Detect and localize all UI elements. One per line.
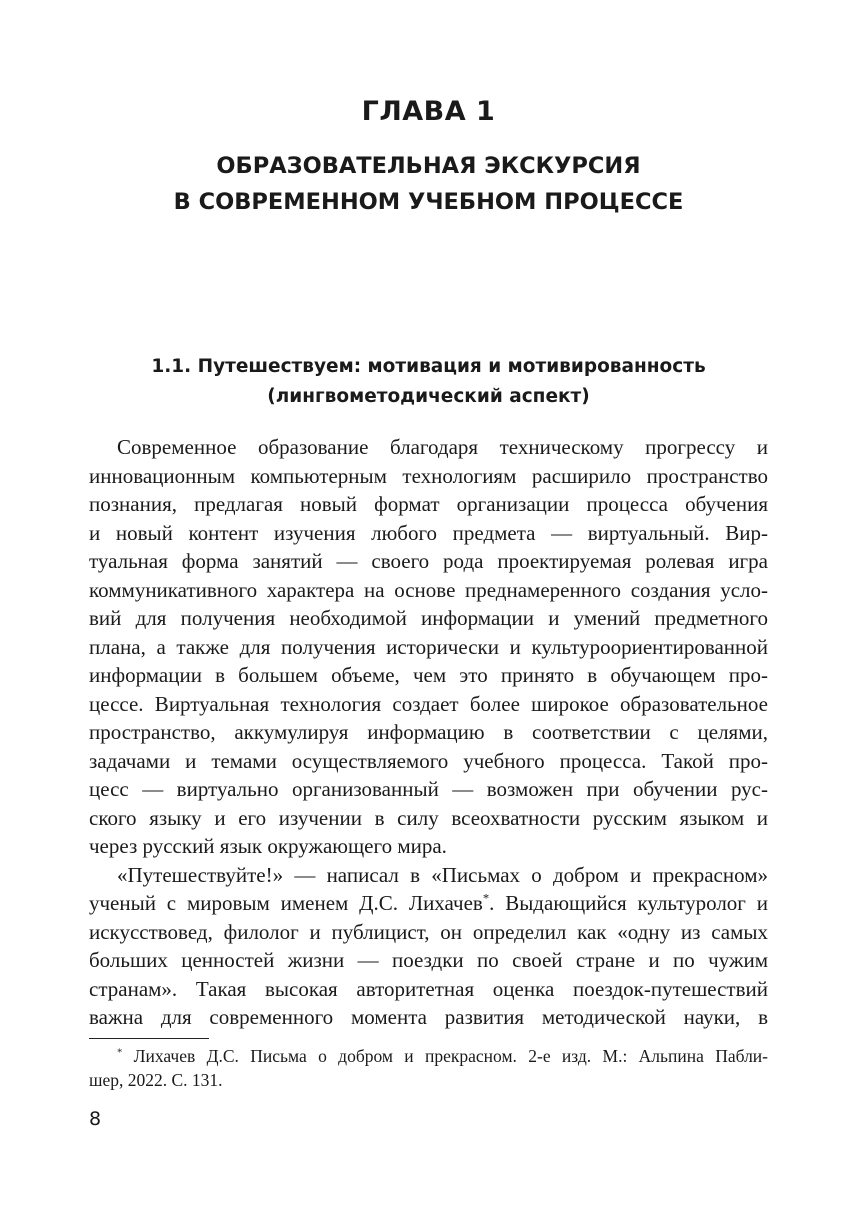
footnote-line (89, 1044, 768, 1068)
chapter-title-line: В СОВРЕМЕННОМ УЧЕБНОМ ПРОЦЕССЕ (173, 189, 684, 215)
paragraph-line: инновационным компьютерным технологиям расширило пространство (89, 463, 768, 488)
paragraph-line: плана, а также для получения исторически и культуроориентированной (89, 634, 768, 659)
paragraph-line: туальная форма занятий — своего рода проектируемая ролевая игра (89, 549, 768, 573)
paragraph-line: Современное образование благодаря техническому прогрессу и (117, 435, 768, 459)
paragraph-line: задачами и темами осуществляемого учебного процесса. Такой про- (89, 748, 768, 773)
footnote-text: Лихачев Д.С. Письма о добром и прекрасном. 2-е изд. М.: Альпина Пабли- (122, 1046, 768, 1066)
paragraph-line-part: . Выдающийся культуролог и (489, 891, 768, 915)
paragraph-line: пространство, аккумулируя информацию в соответствии с целями, (89, 720, 768, 744)
paragraph-line: и новый контент изучения любого предмета — виртуальный. Вир- (89, 520, 768, 545)
paragraph-line: искусствовед, филолог и публицист, он определил как «одну из самых (89, 919, 768, 944)
section-title (90, 352, 767, 412)
footnote (89, 1044, 768, 1092)
chapter-title-line: ОБРАЗОВАТЕЛЬНАЯ ЭКСКУРСИЯ (216, 153, 641, 179)
paragraph-line: цессе. Виртуальная технология создает более широкое образовательное (89, 691, 768, 716)
paragraph-line: важна для современного момента развития методической науки, в (89, 1005, 768, 1029)
section-title-line: (лингвометодический аспект) (267, 386, 590, 407)
paragraph-line: «Путешествуйте!» — написал в «Письмах о добром и прекрасном» (117, 862, 768, 887)
paragraph-line: ского языку и его изучении в силу всеохватности русским языком и (89, 805, 768, 830)
body-text (89, 433, 768, 1032)
footnote-line: шер, 2022. С. 131. (89, 1070, 223, 1090)
footnote-reference[interactable]: * (482, 891, 490, 906)
paragraph-line: информации в большем объеме, чем это принято в обучающем про- (89, 663, 768, 687)
footnote-divider (89, 1038, 209, 1039)
paragraph-line: познания, предлагая новый формат организации процесса обучения (89, 492, 768, 516)
paragraph-line-part: ученый с мировым именем Д.С. Лихачев (89, 891, 483, 915)
paragraph-line: через русский язык окружающего мира. (89, 834, 447, 858)
page-number: 8 (89, 1108, 102, 1130)
paragraph-line: странам». Такая высокая авторитетная оценка поездок-путешествий (89, 976, 768, 1001)
paragraph-line: больших ценностей жизни — поездки по своей стране и по чужим (89, 948, 768, 972)
chapter-label: ГЛАВА 1 (361, 96, 496, 127)
paragraph-line-with-footnote (89, 889, 768, 918)
paragraph-line: цесс — виртуально организованный — возможен при обучении рус- (89, 777, 768, 801)
footnote-mark: * (117, 1047, 123, 1059)
paragraph-line: коммуникативного характера на основе преднамеренного создания усло- (89, 577, 768, 602)
section-title-line: 1.1. Путешествуем: мотивация и мотивированность (151, 356, 706, 377)
paragraph-line: вий для получения необходимой информации и умений предметного (89, 606, 768, 630)
chapter-title (0, 148, 857, 220)
